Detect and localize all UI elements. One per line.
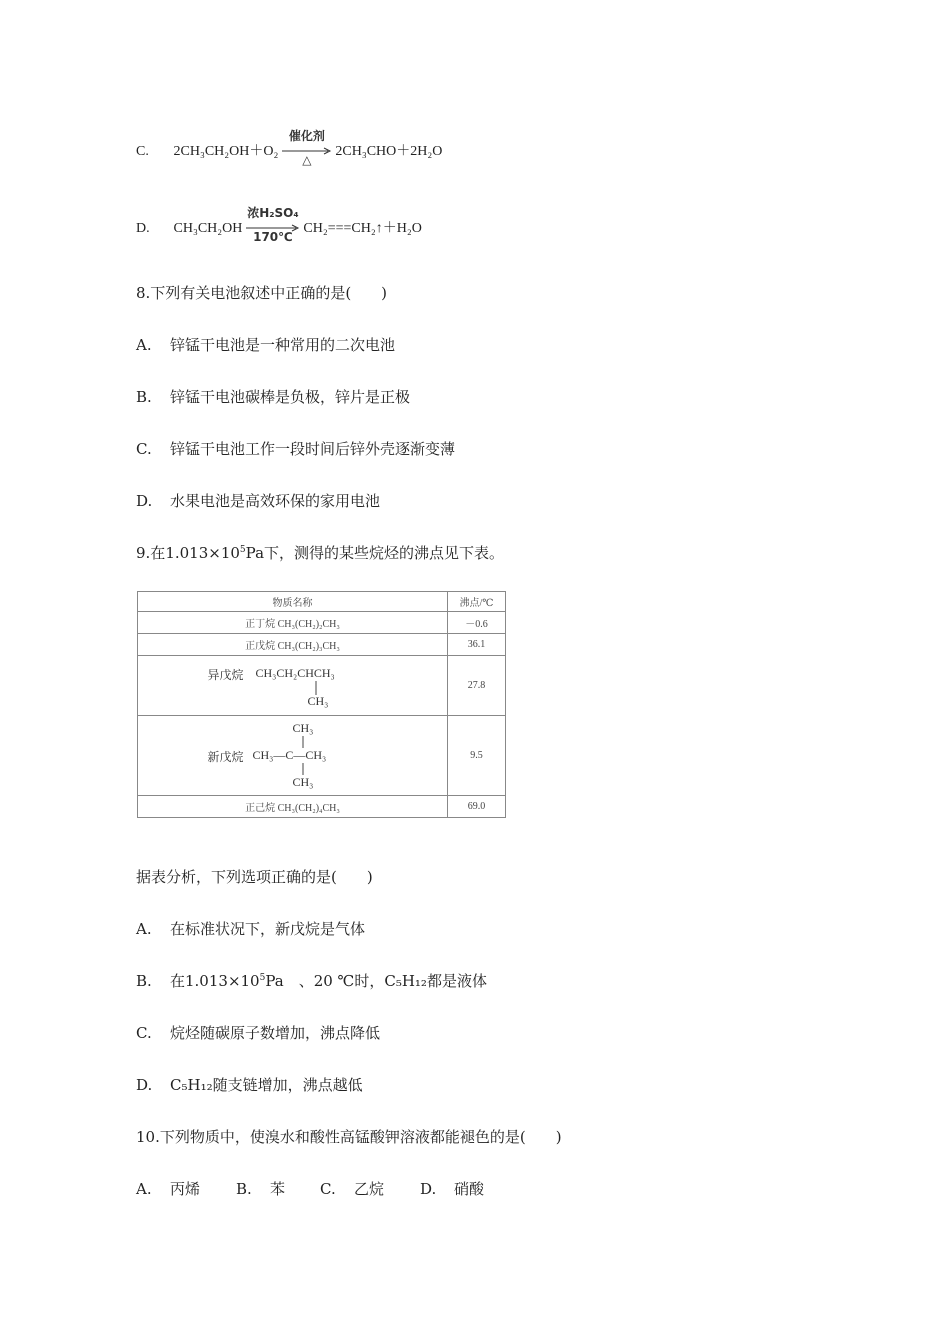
option-letter: C. — [136, 440, 152, 458]
reaction-arrow — [246, 205, 300, 244]
bond-line — [302, 736, 306, 748]
q9-option-b — [136, 970, 487, 991]
catalyst-label: 催化剂 — [288, 128, 325, 143]
q10-option-c — [320, 1178, 420, 1199]
option-text: C₅H₁₂随支链增加，沸点越低 — [170, 1076, 363, 1094]
neopentane-structure — [208, 719, 378, 793]
substance-name: 正己烷 CH₃(CH₂)₄CH₃ — [138, 796, 448, 818]
option-text: 硝酸 — [454, 1180, 485, 1198]
substance-name: 新戊烷 — [207, 749, 244, 764]
substance-structure — [138, 716, 448, 796]
q10-options — [136, 1178, 484, 1199]
q10-option-a — [136, 1178, 236, 1199]
q8-option-a — [136, 334, 395, 355]
boiling-point: 9.5 — [448, 716, 506, 796]
q8-option-d — [136, 490, 380, 511]
header-name: 物质名称 — [138, 592, 448, 612]
option-letter: C. — [136, 144, 149, 159]
header-bp: 沸点/℃ — [448, 592, 506, 612]
q7-option-d — [136, 205, 422, 244]
substance-name: 正戊烷 CH₃(CH₂)₃CH₃ — [138, 634, 448, 656]
stem-exponent: 5 — [239, 545, 246, 555]
boiling-point: 69.0 — [448, 796, 506, 818]
question-9-stem — [136, 542, 504, 563]
option-text: 锌锰干电池碳棒是负极，锌片是正极 — [170, 388, 411, 406]
q9-option-a — [136, 918, 365, 939]
substance-name: 正丁烷 CH₃(CH₂)₂CH₃ — [138, 612, 448, 634]
isopentane-structure — [208, 660, 378, 712]
reactants: 2CH₃CH₂OH＋O₂ — [173, 144, 279, 159]
bottom-group: CH₃ — [292, 774, 314, 789]
top-group: CH₃ — [292, 720, 314, 735]
option-letter: D. — [420, 1180, 437, 1198]
main-chain: CH₃—C—CH₃ — [252, 747, 327, 762]
option-text: 丙烯 — [170, 1180, 201, 1198]
table-row — [138, 612, 506, 634]
q9-option-d — [136, 1074, 363, 1095]
table-row — [138, 716, 506, 796]
q8-option-b — [136, 386, 410, 407]
option-letter: C. — [136, 1024, 152, 1042]
option-text: 水果电池是高效环保的家用电池 — [170, 492, 381, 510]
boiling-point-table — [137, 591, 506, 818]
bond-line — [315, 681, 319, 695]
boiling-point: 27.8 — [448, 656, 506, 716]
option-letter: A. — [136, 336, 152, 354]
stem-suffix: Pa下，测得的某些烷烃的沸点见下表。 — [245, 544, 505, 562]
reactants: CH₃CH₂OH — [173, 221, 243, 236]
option-letter: D. — [136, 221, 150, 236]
table-row — [138, 634, 506, 656]
products: 2CH₃CHO＋2H₂O — [335, 144, 443, 159]
q10-option-b — [236, 1178, 320, 1199]
reaction-arrow — [282, 128, 332, 167]
option-letter: B. — [136, 972, 152, 990]
option-letter: D. — [136, 492, 153, 510]
option-text: 乙烷 — [354, 1180, 385, 1198]
stem-pressure: 1.013×10 — [165, 544, 240, 562]
option-text: 在标准状况下，新戊烷是气体 — [170, 920, 366, 938]
main-chain: CH₃CH₂CHCH₃ — [255, 665, 335, 680]
boiling-point: 36.1 — [448, 634, 506, 656]
option-letter: A. — [136, 1180, 152, 1198]
condition-label: △ — [302, 152, 312, 167]
q8-option-c — [136, 438, 455, 459]
table-row — [138, 656, 506, 716]
option-text-a: 在1.013×10 — [170, 972, 260, 990]
option-letter: A. — [136, 920, 152, 938]
option-text-b: Pa 、20 ℃时，C₅H₁₂都是液体 — [265, 972, 487, 990]
bond-line — [302, 763, 306, 775]
boiling-point: －0.6 — [448, 612, 506, 634]
option-letter: D. — [136, 1076, 153, 1094]
question-10-stem: 10.下列物质中，使溴水和酸性高锰酸钾溶液都能褪色的是( ) — [136, 1128, 562, 1146]
substance-name: 异戊烷 — [207, 667, 244, 682]
products: CH₂===CH₂↑＋H₂O — [303, 221, 422, 236]
q9-option-c — [136, 1022, 380, 1043]
reagent-label: 浓H₂SO₄ — [247, 205, 299, 220]
branch-group: CH₃ — [307, 693, 329, 708]
substance-structure — [138, 656, 448, 716]
q9-analysis: 据表分析，下列选项正确的是( ) — [136, 868, 373, 886]
option-text: 苯 — [270, 1180, 286, 1198]
q7-option-c — [136, 128, 443, 167]
option-text: 锌锰干电池是一种常用的二次电池 — [170, 336, 396, 354]
table-header-row — [138, 592, 506, 612]
q10-option-d — [420, 1178, 484, 1199]
temperature-label: 170℃ — [253, 229, 293, 244]
option-letter: C. — [320, 1180, 336, 1198]
option-text: 锌锰干电池工作一段时间后锌外壳逐渐变薄 — [170, 440, 456, 458]
option-letter: B. — [136, 388, 152, 406]
question-8-stem: 8.下列有关电池叙述中正确的是( ) — [136, 284, 388, 302]
option-text: 烷烃随碳原子数增加，沸点降低 — [170, 1024, 381, 1042]
table-row — [138, 796, 506, 818]
option-exponent: 5 — [259, 973, 266, 983]
stem-prefix: 9.在 — [136, 544, 166, 562]
option-letter: B. — [236, 1180, 252, 1198]
